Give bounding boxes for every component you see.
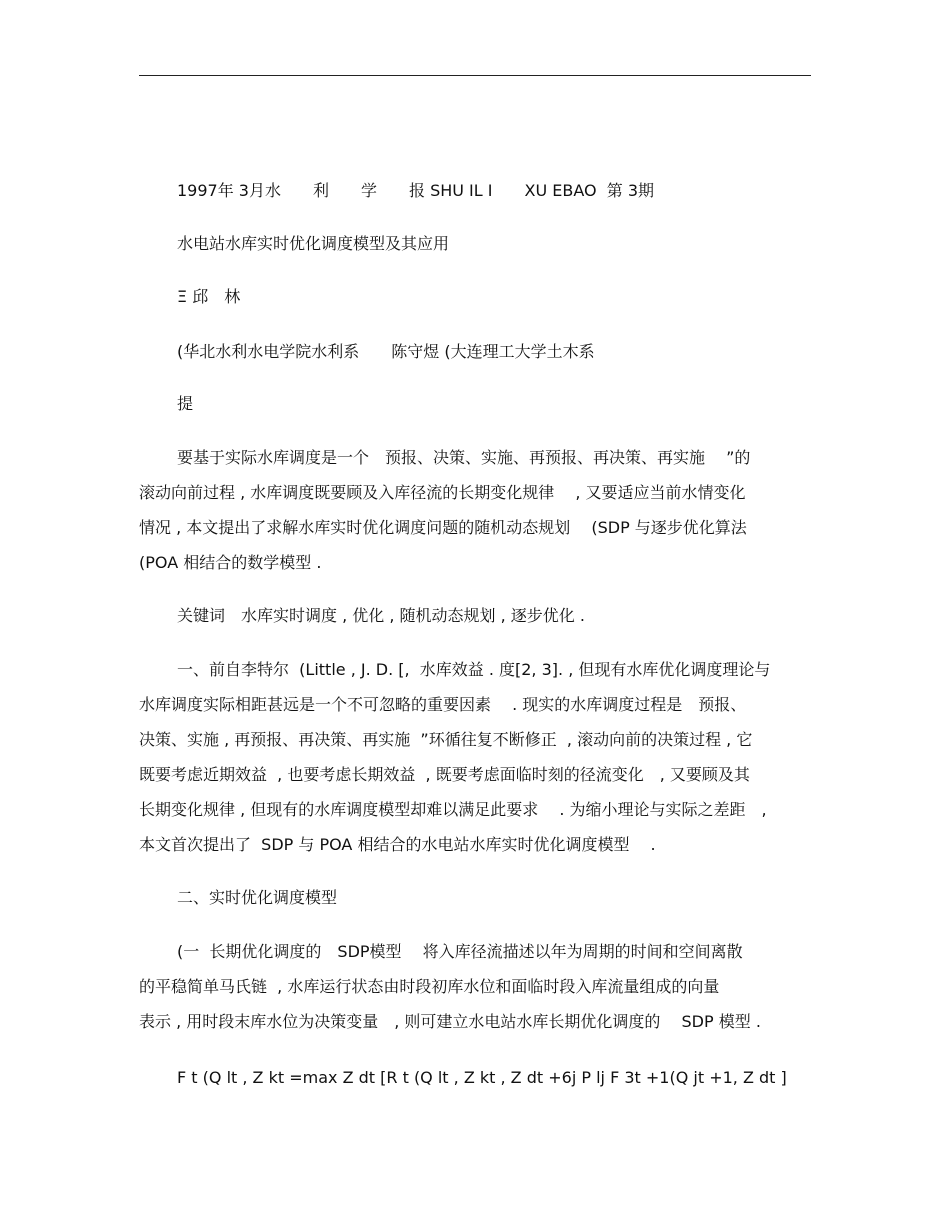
section1-line: 本文首次提出了 SDP 与 POA 相结合的水电站水库实时优化调度模型 . bbox=[139, 835, 656, 854]
section2-line: 表示 , 用时段末库水位为决策变量 , 则可建立水电站水库长期优化调度的 SDP 模型 . bbox=[139, 1012, 761, 1031]
header-rule bbox=[139, 75, 811, 76]
section2-line: (一 长期优化调度的 SDP模型 将入库径流描述以年为周期的时间和空间离散 bbox=[177, 942, 743, 961]
section1-line: 一、前自李特尔 (Little , J. D. [, 水库效益 . 度[2, 3]. , 但现有水库优化调度理论与 bbox=[177, 660, 771, 679]
affiliation-line: (华北水利水电学院水利系 陈守煜 (大连理工大学土木系 bbox=[177, 342, 595, 361]
abstract-paragraph bbox=[139, 440, 811, 580]
section2-paragraph bbox=[139, 934, 811, 1039]
abstract-line: 情况 , 本文提出了求解水库实时优化调度问题的随机动态规划 (SDP 与逐步优化算法 bbox=[139, 518, 747, 537]
abstract-line: 滚动向前过程 , 水库调度既要顾及入库径流的长期变化规律 , 又要适应当前水情变化 bbox=[139, 483, 746, 502]
paper-title: 水电站水库实时优化调度模型及其应用 bbox=[177, 234, 450, 253]
abstract-line: (POA 相结合的数学模型 . bbox=[139, 553, 322, 572]
keywords-line: 关键词 水库实时调度 , 优化 , 随机动态规划 , 逐步优化 . bbox=[177, 606, 585, 625]
sdp-formula: F t (Q lt , Z kt =max Z dt [R t (Q lt , Z kt , Z dt +6j P lj F 3t +1(Q jt +1, Z dt ] bbox=[177, 1068, 787, 1087]
abstract-line: 要基于实际水库调度是一个 预报、决策、实施、再预报、再决策、再实施 ”的 bbox=[177, 448, 751, 467]
journal-header: 1997年 3月水 利 学 报 SHU IL I XU EBAO 第 3期 bbox=[177, 181, 655, 200]
section1-line: 既要考虑近期效益 , 也要考虑长期效益 , 既要考虑面临时刻的径流变化 , 又要顾及其 bbox=[139, 765, 750, 784]
section1-line: 水库调度实际相距甚远是一个不可忽略的重要因素 . 现实的水库调度过程是 预报、 bbox=[139, 695, 747, 714]
section2-heading: 二、实时优化调度模型 bbox=[177, 888, 338, 907]
section1-paragraph bbox=[139, 652, 811, 862]
author-line: Ξ 邱 林 bbox=[177, 287, 241, 306]
section1-line: 长期变化规律 , 但现有的水库调度模型却难以满足此要求 . 为缩小理论与实际之差距 , bbox=[139, 800, 767, 819]
section2-line: 的平稳简单马氏链 , 水库运行状态由时段初库水位和面临时段入库流量组成的向量 bbox=[139, 977, 720, 996]
abstract-label: 提 bbox=[177, 394, 194, 413]
section1-line: 决策、实施 , 再预报、再决策、再实施 ”环循往复不断修正 , 滚动向前的决策过程 , 它 bbox=[139, 730, 753, 749]
